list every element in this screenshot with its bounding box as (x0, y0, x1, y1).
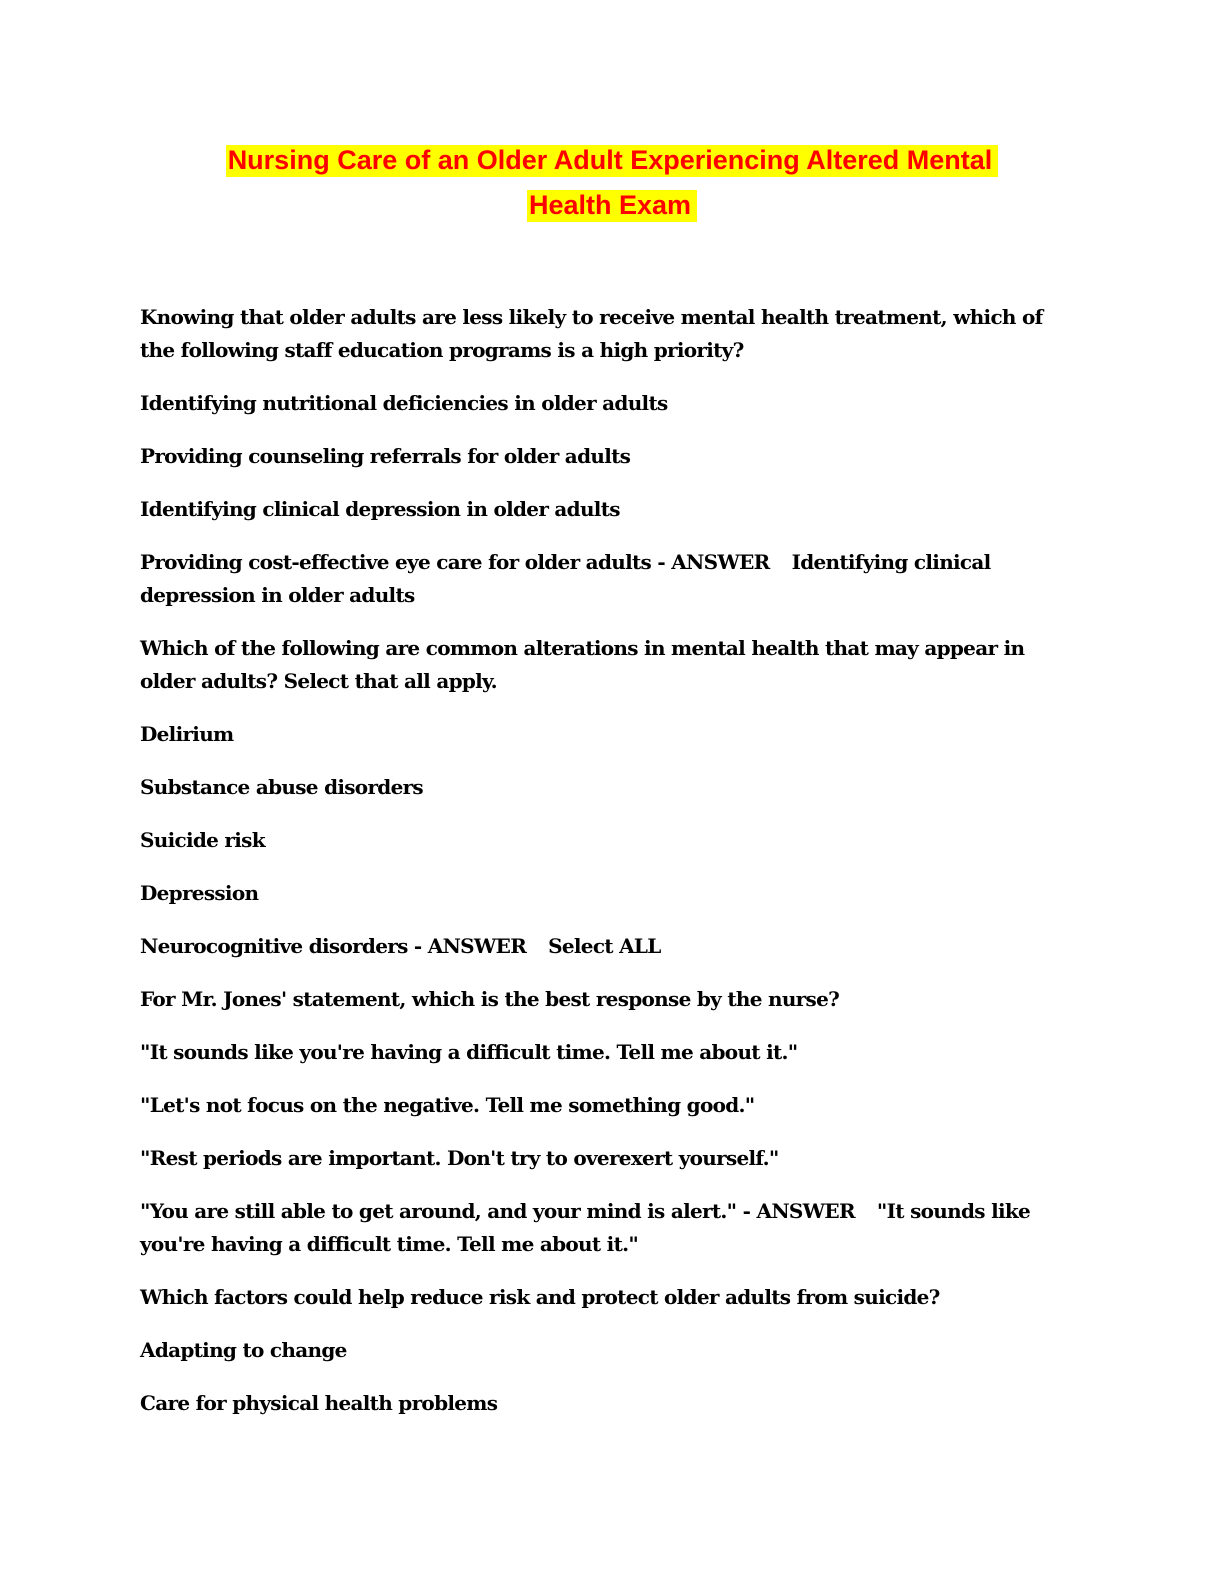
option: Identifying clinical depression in older adults (140, 497, 620, 521)
question-2: Which of the following are common alterations in mental health that may appear in older adults? Select that all apply. (140, 636, 1025, 693)
document-title (140, 138, 1084, 228)
option: Adapting to change (140, 1338, 347, 1362)
option: "Rest periods are important. Don't try to overexert yourself." (140, 1146, 779, 1170)
option-text: Neurocognitive disorders - ANSWER (140, 934, 527, 958)
option-text: "You are still able to get around, and your mind is alert." - ANSWER (140, 1199, 855, 1223)
question-4: Which factors could help reduce risk and protect older adults from suicide? (140, 1285, 940, 1309)
option: Care for physical health problems (140, 1391, 498, 1415)
option: Suicide risk (140, 828, 265, 852)
option-with-answer (140, 1195, 1080, 1261)
document-body (140, 301, 1080, 1440)
question-3: For Mr. Jones' statement, which is the best response by the nurse? (140, 987, 840, 1011)
option-text: Providing cost-effective eye care for older adults - ANSWER (140, 550, 770, 574)
title-line-1: Nursing Care of an Older Adult Experiencing Altered Mental (226, 145, 999, 177)
option: Identifying nutritional deficiencies in older adults (140, 391, 668, 415)
answer-text: Select ALL (548, 934, 661, 958)
option: Substance abuse disorders (140, 775, 423, 799)
option: "Let's not focus on the negative. Tell me something good." (140, 1093, 755, 1117)
option: Delirium (140, 722, 234, 746)
option-with-answer (140, 930, 1080, 963)
option: "It sounds like you're having a difficult time. Tell me about it." (140, 1040, 798, 1064)
option: Depression (140, 881, 259, 905)
answer-text: "It sounds like you're having a difficult time. Tell me about it." (140, 1199, 1031, 1256)
option: Providing counseling referrals for older adults (140, 444, 631, 468)
answer-text: Identifying clinical depression in older adults (140, 550, 991, 607)
title-line-2: Health Exam (527, 190, 697, 222)
question-1: Knowing that older adults are less likely to receive mental health treatment, which of the following staff education programs is a high priority? (140, 305, 1043, 362)
option-with-answer (140, 546, 1080, 612)
